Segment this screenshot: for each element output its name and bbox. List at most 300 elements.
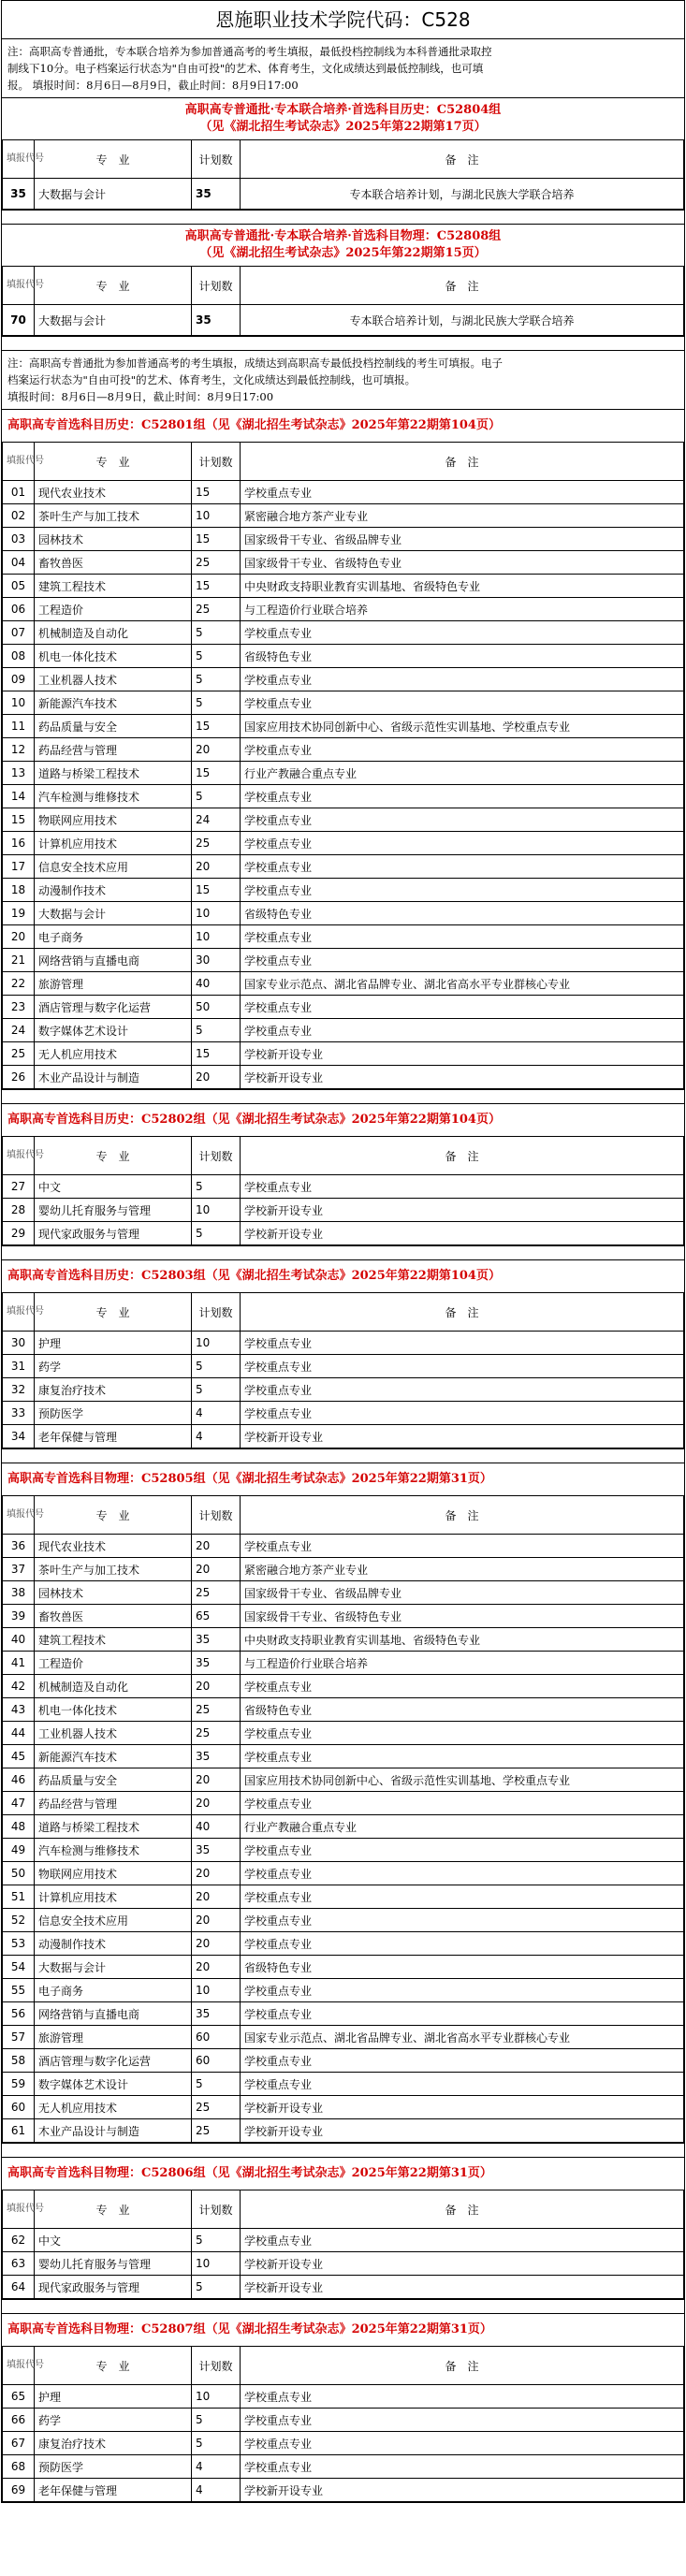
table-row [3, 785, 684, 808]
cell-plan: 15 [192, 575, 241, 598]
cell-remark: 学校重点专业 [241, 808, 684, 832]
cell-plan: 65 [192, 1605, 241, 1628]
table-row [3, 1199, 684, 1222]
cell-remark: 学校重点专业 [241, 1535, 684, 1558]
cell-no: 28 [3, 1199, 35, 1222]
cell-no: 46 [3, 1768, 35, 1792]
section-header-group: 高职高专首选科目物理：C52805组（见《湖北招生考试杂志》2025年第22期第31页） [2, 1463, 684, 1495]
header-plan: 计划数 [192, 2347, 241, 2385]
cell-major: 老年保健与管理 [35, 1425, 192, 1448]
table-row [3, 925, 684, 949]
cell-major: 物联网应用技术 [35, 808, 192, 832]
cell-no: 70 [3, 305, 35, 336]
table-row [3, 575, 684, 598]
cell-no: 20 [3, 925, 35, 949]
table-group [2, 1495, 684, 2143]
header-major: 专 业 [35, 1293, 192, 1332]
cell-plan: 10 [192, 2385, 241, 2409]
note-middle [2, 350, 684, 409]
header-no: 填报代号 [3, 1496, 35, 1535]
cell-remark: 行业产教融合重点专业 [241, 1815, 684, 1839]
cell-major: 工业机器人技术 [35, 1722, 192, 1745]
cell-no: 60 [3, 2096, 35, 2119]
table-header-row [3, 1137, 684, 1175]
cell-no: 57 [3, 2026, 35, 2049]
table-row [3, 1932, 684, 1956]
header-no: 填报代号 [3, 443, 35, 481]
table-row [3, 2276, 684, 2299]
cell-major: 机电一体化技术 [35, 1698, 192, 1722]
cell-no: 35 [3, 179, 35, 210]
cell-remark: 学校新开设专业 [241, 1425, 684, 1448]
table-row [3, 1332, 684, 1355]
cell-remark: 学校重点专业 [241, 996, 684, 1019]
cell-major: 无人机应用技术 [35, 2096, 192, 2119]
cell-remark: 学校重点专业 [241, 879, 684, 902]
cell-major: 电子商务 [35, 1979, 192, 2002]
cell-major: 老年保健与管理 [35, 2479, 192, 2502]
cell-remark: 国家级骨干专业、省级特色专业 [241, 1605, 684, 1628]
cell-no: 23 [3, 996, 35, 1019]
table-row [3, 2073, 684, 2096]
cell-major: 婴幼儿托育服务与管理 [35, 1199, 192, 1222]
cell-major: 护理 [35, 2385, 192, 2409]
table-joint-physics [2, 266, 684, 336]
cell-remark: 国家应用技术协同创新中心、省级示范性实训基地、学校重点专业 [241, 1768, 684, 1792]
header-remark: 备 注 [241, 1293, 684, 1332]
cell-major: 茶叶生产与加工技术 [35, 504, 192, 528]
cell-remark: 紧密融合地方茶产业专业 [241, 504, 684, 528]
table-row [3, 1355, 684, 1378]
cell-plan: 4 [192, 1402, 241, 1425]
spacer [2, 1089, 684, 1103]
cell-remark: 国家专业示范点、湖北省品牌专业、湖北省高水平专业群核心专业 [241, 2026, 684, 2049]
cell-major: 木业产品设计与制造 [35, 1066, 192, 1089]
cell-plan: 20 [192, 1862, 241, 1885]
cell-no: 34 [3, 1425, 35, 1448]
cell-plan: 35 [192, 1745, 241, 1768]
cell-plan: 25 [192, 2119, 241, 2143]
cell-major: 木业产品设计与制造 [35, 2119, 192, 2143]
cell-plan: 5 [192, 1222, 241, 1245]
cell-remark: 学校新开设专业 [241, 1066, 684, 1089]
cell-remark: 学校新开设专业 [241, 1222, 684, 1245]
cell-plan: 35 [192, 1652, 241, 1675]
cell-plan: 24 [192, 808, 241, 832]
table-row [3, 2252, 684, 2276]
table-row [3, 949, 684, 972]
cell-major: 园林技术 [35, 528, 192, 551]
cell-no: 63 [3, 2252, 35, 2276]
table-row [3, 1652, 684, 1675]
cell-no: 48 [3, 1815, 35, 1839]
cell-remark: 学校重点专业 [241, 1332, 684, 1355]
cell-plan: 25 [192, 1581, 241, 1605]
cell-no: 38 [3, 1581, 35, 1605]
cell-no: 27 [3, 1175, 35, 1199]
cell-major: 数字媒体艺术设计 [35, 1019, 192, 1042]
cell-plan: 10 [192, 1199, 241, 1222]
header-major: 专 业 [35, 2347, 192, 2385]
table-row [3, 1558, 684, 1581]
spacer [2, 2143, 684, 2157]
cell-no: 05 [3, 575, 35, 598]
cell-major: 茶叶生产与加工技术 [35, 1558, 192, 1581]
table-group [2, 2190, 684, 2299]
table-row [3, 1535, 684, 1558]
cell-no: 42 [3, 1675, 35, 1698]
table-row [3, 2409, 684, 2432]
cell-major: 康复治疗技术 [35, 1378, 192, 1402]
cell-remark: 学校重点专业 [241, 2049, 684, 2073]
note-line: 注：高职高专普通批为参加普通高考的考生填报，成绩达到高职高专最低投档控制线的考生可填报。电子 [7, 357, 503, 370]
cell-remark: 中央财政支持职业教育实训基地、省级特色专业 [241, 575, 684, 598]
cell-no: 69 [3, 2479, 35, 2502]
table-row [3, 1768, 684, 1792]
cell-plan: 5 [192, 2276, 241, 2299]
cell-major: 现代农业技术 [35, 1535, 192, 1558]
cell-major: 工程造价 [35, 598, 192, 621]
table-row [3, 504, 684, 528]
header-major: 专 业 [35, 267, 192, 305]
table-row [3, 528, 684, 551]
header-remark: 备 注 [241, 1137, 684, 1175]
cell-plan: 5 [192, 691, 241, 715]
cell-no: 39 [3, 1605, 35, 1628]
cell-major: 药品经营与管理 [35, 1792, 192, 1815]
cell-major: 旅游管理 [35, 2026, 192, 2049]
cell-plan: 20 [192, 855, 241, 879]
groups-container [2, 409, 684, 2502]
header-major: 专 业 [35, 140, 192, 179]
table-row [3, 2479, 684, 2502]
cell-plan: 10 [192, 1979, 241, 2002]
cell-no: 02 [3, 504, 35, 528]
table-header-row [3, 1496, 684, 1535]
cell-plan: 20 [192, 738, 241, 762]
cell-plan: 40 [192, 972, 241, 996]
table-row [3, 179, 684, 210]
note-line: 填报时间：8月6日—8月9日，截止时间：8月9日17:00 [7, 390, 274, 403]
cell-major: 预防医学 [35, 2455, 192, 2479]
table-row [3, 808, 684, 832]
cell-major: 物联网应用技术 [35, 1862, 192, 1885]
cell-major: 预防医学 [35, 1402, 192, 1425]
table-row [3, 1581, 684, 1605]
cell-major: 动漫制作技术 [35, 879, 192, 902]
cell-plan: 10 [192, 504, 241, 528]
cell-no: 12 [3, 738, 35, 762]
cell-no: 29 [3, 1222, 35, 1245]
cell-remark: 学校重点专业 [241, 949, 684, 972]
cell-remark: 学校新开设专业 [241, 2252, 684, 2276]
cell-remark: 学校重点专业 [241, 2073, 684, 2096]
table-group [2, 2346, 684, 2502]
table-row [3, 668, 684, 691]
table-header-row [3, 140, 684, 179]
cell-remark: 学校重点专业 [241, 1019, 684, 1042]
cell-remark: 学校重点专业 [241, 1175, 684, 1199]
header-no: 填报代号 [3, 140, 35, 179]
cell-plan: 5 [192, 621, 241, 645]
cell-no: 62 [3, 2229, 35, 2252]
cell-plan: 5 [192, 2229, 241, 2252]
cell-remark: 省级特色专业 [241, 1956, 684, 1979]
cell-plan: 60 [192, 2026, 241, 2049]
cell-no: 24 [3, 1019, 35, 1042]
cell-major: 机械制造及自动化 [35, 1675, 192, 1698]
cell-plan: 15 [192, 528, 241, 551]
cell-remark: 学校新开设专业 [241, 2096, 684, 2119]
cell-major: 畜牧兽医 [35, 551, 192, 575]
header-remark: 备 注 [241, 267, 684, 305]
cell-major: 康复治疗技术 [35, 2432, 192, 2455]
cell-remark: 行业产教融合重点专业 [241, 762, 684, 785]
note-line: 注：高职高专普通批，专本联合培养为参加普通高考的考生填报，最低投档控制线为本科普通批录取控 [7, 45, 492, 58]
cell-no: 37 [3, 1558, 35, 1581]
cell-major: 婴幼儿托育服务与管理 [35, 2252, 192, 2276]
cell-no: 30 [3, 1332, 35, 1355]
cell-major: 信息安全技术应用 [35, 1909, 192, 1932]
table-row [3, 762, 684, 785]
cell-plan: 5 [192, 2409, 241, 2432]
cell-remark: 学校重点专业 [241, 1932, 684, 1956]
cell-plan: 4 [192, 2455, 241, 2479]
section-header-group: 高职高专首选科目物理：C52807组（见《湖北招生考试杂志》2025年第22期第31页） [2, 2313, 684, 2346]
cell-plan: 25 [192, 832, 241, 855]
cell-major: 酒店管理与数字化运营 [35, 996, 192, 1019]
section-header-group: 高职高专首选科目历史：C52802组（见《湖北招生考试杂志》2025年第22期第104页） [2, 1103, 684, 1136]
section-title: 高职高专普通批·专本联合培养·首选科目物理：C52808组 [184, 229, 502, 243]
table-row [3, 1378, 684, 1402]
header-remark: 备 注 [241, 1496, 684, 1535]
cell-no: 67 [3, 2432, 35, 2455]
cell-remark: 学校新开设专业 [241, 2479, 684, 2502]
cell-no: 54 [3, 1956, 35, 1979]
cell-remark: 专本联合培养计划，与湖北民族大学联合培养 [241, 179, 684, 210]
cell-no: 66 [3, 2409, 35, 2432]
table-row [3, 481, 684, 504]
cell-remark: 学校重点专业 [241, 925, 684, 949]
header-no: 填报代号 [3, 1137, 35, 1175]
cell-major: 畜牧兽医 [35, 1605, 192, 1628]
table-row [3, 1175, 684, 1199]
section-header-joint-physics [2, 224, 684, 266]
cell-plan: 20 [192, 1066, 241, 1089]
cell-plan: 5 [192, 1378, 241, 1402]
cell-remark: 国家级骨干专业、省级品牌专业 [241, 1581, 684, 1605]
header-plan: 计划数 [192, 267, 241, 305]
header-remark: 备 注 [241, 140, 684, 179]
cell-no: 68 [3, 2455, 35, 2479]
cell-no: 55 [3, 1979, 35, 2002]
cell-plan: 25 [192, 1722, 241, 1745]
table-row [3, 305, 684, 336]
cell-plan: 5 [192, 645, 241, 668]
cell-plan: 4 [192, 2479, 241, 2502]
cell-no: 36 [3, 1535, 35, 1558]
cell-major: 道路与桥梁工程技术 [35, 762, 192, 785]
cell-major: 工业机器人技术 [35, 668, 192, 691]
cell-major: 计算机应用技术 [35, 832, 192, 855]
table-row [3, 2026, 684, 2049]
cell-remark: 学校新开设专业 [241, 2276, 684, 2299]
cell-major: 药品质量与安全 [35, 1768, 192, 1792]
cell-remark: 学校重点专业 [241, 1722, 684, 1745]
cell-major: 网络营销与直播电商 [35, 2002, 192, 2026]
header-no: 填报代号 [3, 2190, 35, 2229]
cell-remark: 学校重点专业 [241, 621, 684, 645]
cell-major: 现代家政服务与管理 [35, 1222, 192, 1245]
cell-plan: 5 [192, 1355, 241, 1378]
cell-no: 50 [3, 1862, 35, 1885]
cell-major: 旅游管理 [35, 972, 192, 996]
cell-no: 08 [3, 645, 35, 668]
cell-remark: 学校重点专业 [241, 2229, 684, 2252]
cell-remark: 学校重点专业 [241, 1745, 684, 1768]
table-row [3, 996, 684, 1019]
cell-plan: 35 [192, 2002, 241, 2026]
cell-plan: 10 [192, 1332, 241, 1355]
cell-remark: 省级特色专业 [241, 645, 684, 668]
cell-major: 道路与桥梁工程技术 [35, 1815, 192, 1839]
cell-major: 数字媒体艺术设计 [35, 2073, 192, 2096]
note-line: 报。 填报时间：8月6日—8月9日，截止时间：8月9日17:00 [7, 79, 299, 92]
cell-major: 园林技术 [35, 1581, 192, 1605]
cell-major: 中文 [35, 1175, 192, 1199]
table-row [3, 1675, 684, 1698]
table-row [3, 1222, 684, 1245]
table-row [3, 2385, 684, 2409]
cell-plan: 5 [192, 1175, 241, 1199]
table-row [3, 1862, 684, 1885]
cell-plan: 15 [192, 1042, 241, 1066]
cell-no: 07 [3, 621, 35, 645]
cell-remark: 国家级骨干专业、省级特色专业 [241, 551, 684, 575]
cell-no: 13 [3, 762, 35, 785]
table-row [3, 1792, 684, 1815]
cell-no: 41 [3, 1652, 35, 1675]
cell-remark: 与工程造价行业联合培养 [241, 1652, 684, 1675]
cell-no: 18 [3, 879, 35, 902]
section-subtitle: （见《湖北招生考试杂志》2025年第22期第15页） [199, 246, 487, 260]
cell-no: 64 [3, 2276, 35, 2299]
cell-remark: 学校重点专业 [241, 1979, 684, 2002]
table-row [3, 2119, 684, 2143]
cell-remark: 紧密融合地方茶产业专业 [241, 1558, 684, 1581]
cell-plan: 15 [192, 879, 241, 902]
section-subtitle: （见《湖北招生考试杂志》2025年第22期第17页） [199, 120, 487, 134]
cell-plan: 40 [192, 1815, 241, 1839]
cell-major: 大数据与会计 [35, 179, 192, 210]
section-title: 高职高专普通批·专本联合培养·首选科目历史：C52804组 [184, 103, 502, 117]
cell-major: 药品经营与管理 [35, 738, 192, 762]
spacer [2, 1245, 684, 1259]
cell-remark: 学校重点专业 [241, 1792, 684, 1815]
cell-plan: 60 [192, 2049, 241, 2073]
table-row [3, 855, 684, 879]
header-remark: 备 注 [241, 2347, 684, 2385]
header-plan: 计划数 [192, 1496, 241, 1535]
cell-plan: 10 [192, 902, 241, 925]
note-line: 制线下10分。电子档案运行状态为"自由可投"的艺术、体育考生，文化成绩达到最低控制线，也可填 [7, 62, 484, 75]
cell-remark: 学校新开设专业 [241, 1042, 684, 1066]
cell-no: 58 [3, 2049, 35, 2073]
cell-no: 19 [3, 902, 35, 925]
cell-major: 大数据与会计 [35, 902, 192, 925]
table-row [3, 1425, 684, 1448]
cell-plan: 15 [192, 762, 241, 785]
cell-major: 护理 [35, 1332, 192, 1355]
cell-no: 03 [3, 528, 35, 551]
cell-no: 59 [3, 2073, 35, 2096]
cell-major: 汽车检测与维修技术 [35, 785, 192, 808]
cell-plan: 20 [192, 1792, 241, 1815]
cell-plan: 20 [192, 1675, 241, 1698]
table-row [3, 738, 684, 762]
cell-remark: 国家应用技术协同创新中心、省级示范性实训基地、学校重点专业 [241, 715, 684, 738]
cell-remark: 省级特色专业 [241, 1698, 684, 1722]
cell-major: 现代家政服务与管理 [35, 2276, 192, 2299]
cell-plan: 25 [192, 598, 241, 621]
cell-major: 新能源汽车技术 [35, 691, 192, 715]
table-row [3, 1042, 684, 1066]
cell-major: 建筑工程技术 [35, 575, 192, 598]
cell-no: 43 [3, 1698, 35, 1722]
cell-no: 45 [3, 1745, 35, 1768]
table-joint-history [2, 139, 684, 210]
header-remark: 备 注 [241, 443, 684, 481]
cell-major: 酒店管理与数字化运营 [35, 2049, 192, 2073]
cell-plan: 20 [192, 1956, 241, 1979]
section-header-group: 高职高专首选科目历史：C52803组（见《湖北招生考试杂志》2025年第22期第104页） [2, 1259, 684, 1292]
cell-remark: 学校重点专业 [241, 2432, 684, 2455]
section-header-joint-history [2, 97, 684, 139]
note-line: 档案运行状态为"自由可投"的艺术、体育考生，文化成绩达到最低控制线，也可填报。 [7, 373, 416, 386]
section-header-group: 高职高专首选科目历史：C52801组（见《湖北招生考试杂志》2025年第22期第104页） [2, 409, 684, 442]
cell-no: 33 [3, 1402, 35, 1425]
table-row [3, 1839, 684, 1862]
cell-no: 16 [3, 832, 35, 855]
cell-plan: 35 [192, 1628, 241, 1652]
cell-remark: 省级特色专业 [241, 902, 684, 925]
spacer [2, 336, 684, 350]
cell-no: 11 [3, 715, 35, 738]
cell-remark: 学校重点专业 [241, 1675, 684, 1698]
table-group [2, 442, 684, 1089]
cell-plan: 20 [192, 1909, 241, 1932]
spacer [2, 210, 684, 224]
cell-remark: 学校重点专业 [241, 668, 684, 691]
table-header-row [3, 1293, 684, 1332]
table-row [3, 1019, 684, 1042]
cell-remark: 学校重点专业 [241, 1378, 684, 1402]
cell-no: 40 [3, 1628, 35, 1652]
cell-no: 09 [3, 668, 35, 691]
cell-no: 51 [3, 1885, 35, 1909]
cell-plan: 20 [192, 1885, 241, 1909]
cell-plan: 25 [192, 2096, 241, 2119]
cell-no: 14 [3, 785, 35, 808]
table-header-row [3, 443, 684, 481]
cell-plan: 5 [192, 785, 241, 808]
cell-remark: 学校重点专业 [241, 832, 684, 855]
note-top [2, 39, 684, 97]
cell-remark: 国家级骨干专业、省级品牌专业 [241, 528, 684, 551]
table-row [3, 598, 684, 621]
cell-major: 工程造价 [35, 1652, 192, 1675]
cell-remark: 与工程造价行业联合培养 [241, 598, 684, 621]
